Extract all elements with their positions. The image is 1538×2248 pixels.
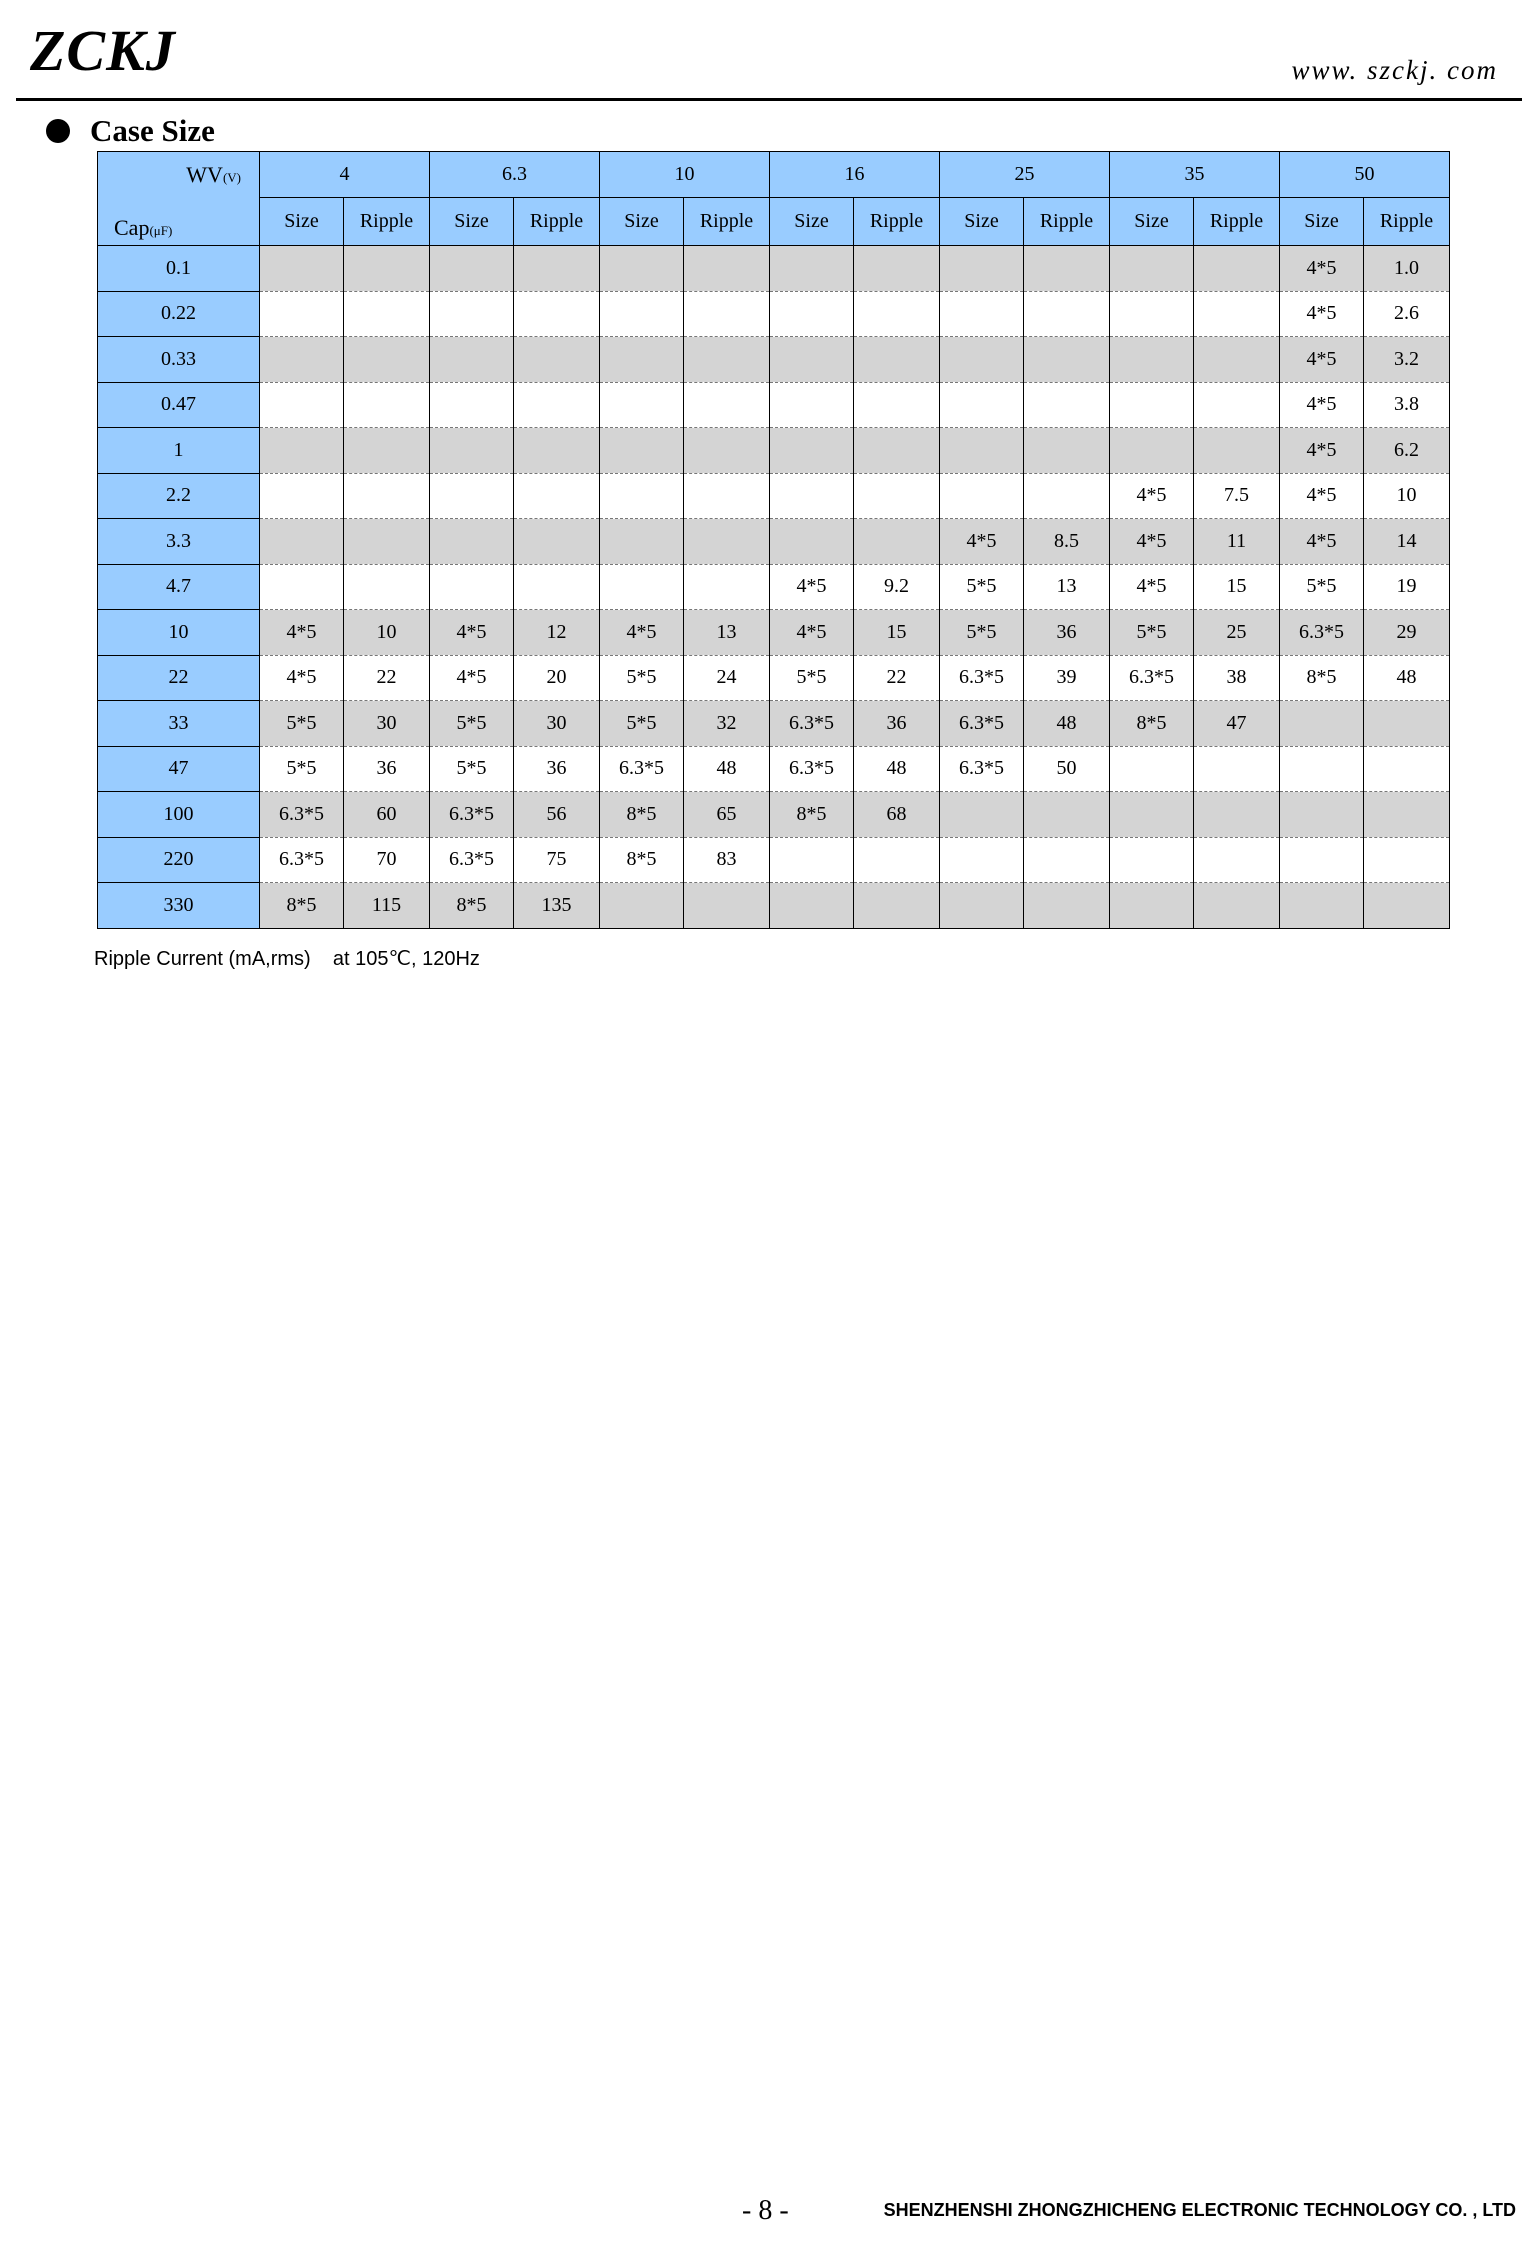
ripple-cell — [514, 291, 600, 337]
size-cell — [940, 837, 1024, 883]
size-cell — [430, 337, 514, 383]
capacitance-cell: 10 — [98, 610, 260, 656]
size-cell — [600, 473, 684, 519]
size-cell: 6.3*5 — [940, 746, 1024, 792]
ripple-cell: 60 — [344, 792, 430, 838]
ripple-cell — [684, 337, 770, 383]
ripple-cell — [854, 837, 940, 883]
ripple-cell: 11 — [1194, 519, 1280, 565]
ripple-cell — [1024, 246, 1110, 292]
size-cell: 4*5 — [1280, 519, 1364, 565]
size-cell — [940, 291, 1024, 337]
ripple-cell — [684, 246, 770, 292]
ripple-cell — [854, 883, 940, 929]
table-row — [98, 382, 1450, 428]
table-row — [98, 837, 1450, 883]
ripple-cell — [344, 382, 430, 428]
ripple-cell: 14 — [1364, 519, 1450, 565]
size-cell — [1110, 883, 1194, 929]
company-logo: ZCKJ — [30, 18, 176, 83]
table-row — [98, 792, 1450, 838]
ripple-cell: 12 — [514, 610, 600, 656]
size-cell — [430, 428, 514, 474]
size-cell: 5*5 — [1280, 564, 1364, 610]
size-cell — [600, 883, 684, 929]
size-cell — [1110, 337, 1194, 383]
size-cell: 5*5 — [600, 655, 684, 701]
table-row — [98, 473, 1450, 519]
size-cell — [940, 792, 1024, 838]
size-cell: 6.3*5 — [940, 701, 1024, 747]
ripple-cell — [684, 382, 770, 428]
ripple-cell: 56 — [514, 792, 600, 838]
ripple-cell — [1194, 337, 1280, 383]
size-cell — [1280, 837, 1364, 883]
ripple-cell: 48 — [854, 746, 940, 792]
size-cell: 4*5 — [1280, 382, 1364, 428]
ripple-cell: 13 — [1024, 564, 1110, 610]
ripple-cell: 36 — [514, 746, 600, 792]
ripple-cell: 83 — [684, 837, 770, 883]
table-row — [98, 701, 1450, 747]
voltage-header: 35 — [1110, 152, 1280, 198]
ripple-cell — [1194, 291, 1280, 337]
ripple-cell — [1194, 792, 1280, 838]
bullet-icon — [46, 119, 70, 143]
table-row — [98, 883, 1450, 929]
ripple-cell: 6.2 — [1364, 428, 1450, 474]
section-heading — [46, 111, 215, 151]
table-row — [98, 291, 1450, 337]
ripple-cell: 36 — [1024, 610, 1110, 656]
table-row — [98, 746, 1450, 792]
size-cell — [260, 382, 344, 428]
ripple-cell: 48 — [1364, 655, 1450, 701]
capacitance-cell: 0.47 — [98, 382, 260, 428]
ripple-cell — [1364, 837, 1450, 883]
size-cell: 4*5 — [1110, 519, 1194, 565]
size-cell: 5*5 — [1110, 610, 1194, 656]
size-subheader: Size — [770, 198, 854, 246]
size-cell — [940, 428, 1024, 474]
ripple-cell — [854, 382, 940, 428]
size-cell — [1280, 792, 1364, 838]
capacitance-cell: 100 — [98, 792, 260, 838]
cap-label: Cap(μF) — [114, 215, 173, 240]
capacitance-cell: 2.2 — [98, 473, 260, 519]
wv-label: WV(V) — [186, 162, 241, 187]
ripple-cell: 48 — [684, 746, 770, 792]
size-cell — [260, 291, 344, 337]
section-title: Case Size — [90, 113, 215, 148]
size-cell — [600, 291, 684, 337]
table-row — [98, 428, 1450, 474]
ripple-cell — [854, 246, 940, 292]
capacitance-cell: 3.3 — [98, 519, 260, 565]
size-subheader: Size — [430, 198, 514, 246]
size-cell — [430, 246, 514, 292]
ripple-cell — [344, 291, 430, 337]
ripple-cell: 10 — [344, 610, 430, 656]
ripple-cell: 8.5 — [1024, 519, 1110, 565]
size-subheader: Size — [940, 198, 1024, 246]
ripple-cell: 7.5 — [1194, 473, 1280, 519]
ripple-subheader: Ripple — [1194, 198, 1280, 246]
ripple-subheader: Ripple — [684, 198, 770, 246]
size-cell — [1280, 883, 1364, 929]
size-cell: 4*5 — [1280, 246, 1364, 292]
size-cell — [600, 564, 684, 610]
ripple-cell: 65 — [684, 792, 770, 838]
ripple-cell: 36 — [854, 701, 940, 747]
ripple-cell — [1024, 291, 1110, 337]
ripple-cell: 24 — [684, 655, 770, 701]
ripple-cell — [1194, 746, 1280, 792]
ripple-cell: 75 — [514, 837, 600, 883]
ripple-cell: 39 — [1024, 655, 1110, 701]
ripple-cell — [684, 291, 770, 337]
ripple-cell: 30 — [514, 701, 600, 747]
ripple-cell: 2.6 — [1364, 291, 1450, 337]
capacitance-cell: 330 — [98, 883, 260, 929]
voltage-header-row — [98, 152, 1450, 198]
capacitance-cell: 0.22 — [98, 291, 260, 337]
ripple-subheader: Ripple — [514, 198, 600, 246]
size-cell — [1110, 291, 1194, 337]
table-row — [98, 519, 1450, 565]
size-cell: 4*5 — [430, 610, 514, 656]
ripple-cell: 48 — [1024, 701, 1110, 747]
size-cell: 6.3*5 — [260, 837, 344, 883]
ripple-cell — [344, 473, 430, 519]
size-cell — [770, 246, 854, 292]
size-cell: 4*5 — [770, 564, 854, 610]
ripple-cell — [1194, 382, 1280, 428]
size-cell — [260, 473, 344, 519]
size-cell: 5*5 — [260, 701, 344, 747]
ripple-cell — [1194, 837, 1280, 883]
size-cell: 6.3*5 — [430, 837, 514, 883]
size-cell: 5*5 — [940, 564, 1024, 610]
ripple-cell: 38 — [1194, 655, 1280, 701]
size-cell — [260, 428, 344, 474]
ripple-cell: 3.8 — [1364, 382, 1450, 428]
ripple-cell — [854, 337, 940, 383]
size-cell — [1280, 746, 1364, 792]
company-name: SHENZHENSHI ZHONGZHICHENG ELECTRONIC TECHNOLOGY CO. , LTD — [883, 2200, 1516, 2220]
size-cell: 4*5 — [600, 610, 684, 656]
ripple-cell — [344, 246, 430, 292]
size-cell — [1110, 837, 1194, 883]
size-subheader: Size — [260, 198, 344, 246]
size-cell — [600, 519, 684, 565]
ripple-cell: 25 — [1194, 610, 1280, 656]
ripple-subheader: Ripple — [1364, 198, 1450, 246]
corner-header-cell — [98, 152, 260, 246]
size-cell — [770, 519, 854, 565]
table-row — [98, 337, 1450, 383]
ripple-cell — [1194, 246, 1280, 292]
size-cell: 5*5 — [940, 610, 1024, 656]
voltage-header: 4 — [260, 152, 430, 198]
size-cell: 8*5 — [600, 837, 684, 883]
size-cell — [1110, 246, 1194, 292]
size-cell — [770, 837, 854, 883]
size-cell: 5*5 — [260, 746, 344, 792]
ripple-cell — [344, 337, 430, 383]
size-cell: 6.3*5 — [600, 746, 684, 792]
capacitance-cell: 33 — [98, 701, 260, 747]
size-cell — [600, 428, 684, 474]
size-cell: 8*5 — [770, 792, 854, 838]
size-cell — [940, 382, 1024, 428]
size-cell — [940, 883, 1024, 929]
case-size-table — [97, 151, 1450, 929]
size-cell: 6.3*5 — [770, 701, 854, 747]
size-cell: 8*5 — [1280, 655, 1364, 701]
size-cell — [600, 246, 684, 292]
size-cell — [260, 337, 344, 383]
size-cell — [770, 428, 854, 474]
voltage-header: 50 — [1280, 152, 1450, 198]
size-cell — [1110, 746, 1194, 792]
table-row — [98, 246, 1450, 292]
ripple-cell: 20 — [514, 655, 600, 701]
ripple-cell — [1024, 473, 1110, 519]
size-cell: 5*5 — [600, 701, 684, 747]
ripple-subheader: Ripple — [344, 198, 430, 246]
ripple-cell: 30 — [344, 701, 430, 747]
ripple-cell — [1364, 746, 1450, 792]
size-subheader: Size — [1280, 198, 1364, 246]
size-cell: 8*5 — [260, 883, 344, 929]
ripple-cell — [514, 519, 600, 565]
size-cell: 4*5 — [430, 655, 514, 701]
capacitance-cell: 220 — [98, 837, 260, 883]
ripple-cell — [514, 246, 600, 292]
size-cell: 6.3*5 — [260, 792, 344, 838]
size-cell: 4*5 — [260, 610, 344, 656]
ripple-cell: 9.2 — [854, 564, 940, 610]
size-cell: 6.3*5 — [770, 746, 854, 792]
ripple-cell — [854, 428, 940, 474]
ripple-cell: 115 — [344, 883, 430, 929]
ripple-cell: 70 — [344, 837, 430, 883]
size-cell — [770, 473, 854, 519]
size-cell — [260, 564, 344, 610]
table-row — [98, 610, 1450, 656]
ripple-cell: 15 — [1194, 564, 1280, 610]
table-row — [98, 655, 1450, 701]
ripple-cell — [854, 519, 940, 565]
size-cell: 6.3*5 — [1280, 610, 1364, 656]
size-cell — [1110, 382, 1194, 428]
subheader-row — [98, 198, 1450, 246]
size-cell: 4*5 — [1280, 337, 1364, 383]
size-subheader: Size — [1110, 198, 1194, 246]
size-cell — [1110, 428, 1194, 474]
capacitance-cell: 4.7 — [98, 564, 260, 610]
size-cell: 5*5 — [430, 701, 514, 747]
ripple-cell — [1194, 883, 1280, 929]
ripple-cell — [1194, 428, 1280, 474]
ripple-cell — [684, 473, 770, 519]
size-cell — [940, 473, 1024, 519]
size-cell: 4*5 — [1280, 428, 1364, 474]
ripple-subheader: Ripple — [1024, 198, 1110, 246]
ripple-cell — [1024, 382, 1110, 428]
ripple-cell: 1.0 — [1364, 246, 1450, 292]
ripple-cell — [684, 428, 770, 474]
ripple-cell — [514, 564, 600, 610]
size-cell: 5*5 — [770, 655, 854, 701]
ripple-cell: 68 — [854, 792, 940, 838]
size-cell: 6.3*5 — [940, 655, 1024, 701]
size-cell — [430, 382, 514, 428]
ripple-cell: 19 — [1364, 564, 1450, 610]
ripple-cell: 13 — [684, 610, 770, 656]
size-cell — [770, 291, 854, 337]
ripple-cell — [854, 473, 940, 519]
ripple-cell: 3.2 — [1364, 337, 1450, 383]
ripple-cell — [1024, 337, 1110, 383]
ripple-cell — [854, 291, 940, 337]
ripple-cell — [1364, 792, 1450, 838]
ripple-cell — [344, 428, 430, 474]
size-cell — [770, 337, 854, 383]
ripple-cell: 15 — [854, 610, 940, 656]
size-cell: 5*5 — [430, 746, 514, 792]
ripple-cell — [514, 473, 600, 519]
size-subheader: Size — [600, 198, 684, 246]
ripple-cell — [1024, 428, 1110, 474]
ripple-cell: 36 — [344, 746, 430, 792]
size-cell: 6.3*5 — [1110, 655, 1194, 701]
ripple-cell — [684, 519, 770, 565]
capacitance-cell: 1 — [98, 428, 260, 474]
size-cell — [430, 519, 514, 565]
size-cell: 8*5 — [1110, 701, 1194, 747]
size-cell — [430, 473, 514, 519]
ripple-cell — [514, 382, 600, 428]
size-cell — [260, 519, 344, 565]
voltage-header: 25 — [940, 152, 1110, 198]
ripple-cell — [344, 519, 430, 565]
size-cell — [600, 382, 684, 428]
ripple-cell: 32 — [684, 701, 770, 747]
size-cell: 4*5 — [1280, 473, 1364, 519]
header-divider — [16, 98, 1522, 101]
page-number: - 8 - — [742, 2195, 789, 2226]
ripple-cell: 50 — [1024, 746, 1110, 792]
ripple-cell — [684, 883, 770, 929]
size-cell — [600, 337, 684, 383]
capacitance-cell: 22 — [98, 655, 260, 701]
capacitance-cell: 0.1 — [98, 246, 260, 292]
size-cell — [770, 883, 854, 929]
ripple-cell — [514, 337, 600, 383]
size-cell — [940, 246, 1024, 292]
size-cell — [770, 382, 854, 428]
size-cell: 8*5 — [600, 792, 684, 838]
ripple-subheader: Ripple — [854, 198, 940, 246]
ripple-note: Ripple Current (mA,rms) at 105℃, 120Hz — [94, 948, 480, 970]
ripple-cell: 47 — [1194, 701, 1280, 747]
size-cell — [940, 337, 1024, 383]
ripple-cell: 135 — [514, 883, 600, 929]
size-cell — [1280, 701, 1364, 747]
ripple-cell — [1364, 883, 1450, 929]
capacitance-cell: 47 — [98, 746, 260, 792]
voltage-header: 10 — [600, 152, 770, 198]
size-cell: 4*5 — [1280, 291, 1364, 337]
size-cell — [1110, 792, 1194, 838]
ripple-cell — [1024, 883, 1110, 929]
size-cell: 4*5 — [1110, 564, 1194, 610]
size-cell — [260, 246, 344, 292]
ripple-cell: 29 — [1364, 610, 1450, 656]
size-cell: 6.3*5 — [430, 792, 514, 838]
ripple-cell — [514, 428, 600, 474]
ripple-cell — [344, 564, 430, 610]
size-cell — [430, 291, 514, 337]
capacitance-cell: 0.33 — [98, 337, 260, 383]
ripple-cell: 10 — [1364, 473, 1450, 519]
table-body — [98, 246, 1450, 929]
table-row — [98, 564, 1450, 610]
ripple-cell — [684, 564, 770, 610]
size-cell: 4*5 — [770, 610, 854, 656]
ripple-cell: 22 — [854, 655, 940, 701]
voltage-header: 16 — [770, 152, 940, 198]
ripple-cell — [1024, 837, 1110, 883]
ripple-cell — [1024, 792, 1110, 838]
voltage-header: 6.3 — [430, 152, 600, 198]
ripple-cell — [1364, 701, 1450, 747]
website-url: www. szckj. com — [1291, 55, 1498, 85]
size-cell — [430, 564, 514, 610]
size-cell: 4*5 — [1110, 473, 1194, 519]
size-cell: 4*5 — [260, 655, 344, 701]
ripple-cell: 22 — [344, 655, 430, 701]
size-cell: 4*5 — [940, 519, 1024, 565]
size-cell: 8*5 — [430, 883, 514, 929]
